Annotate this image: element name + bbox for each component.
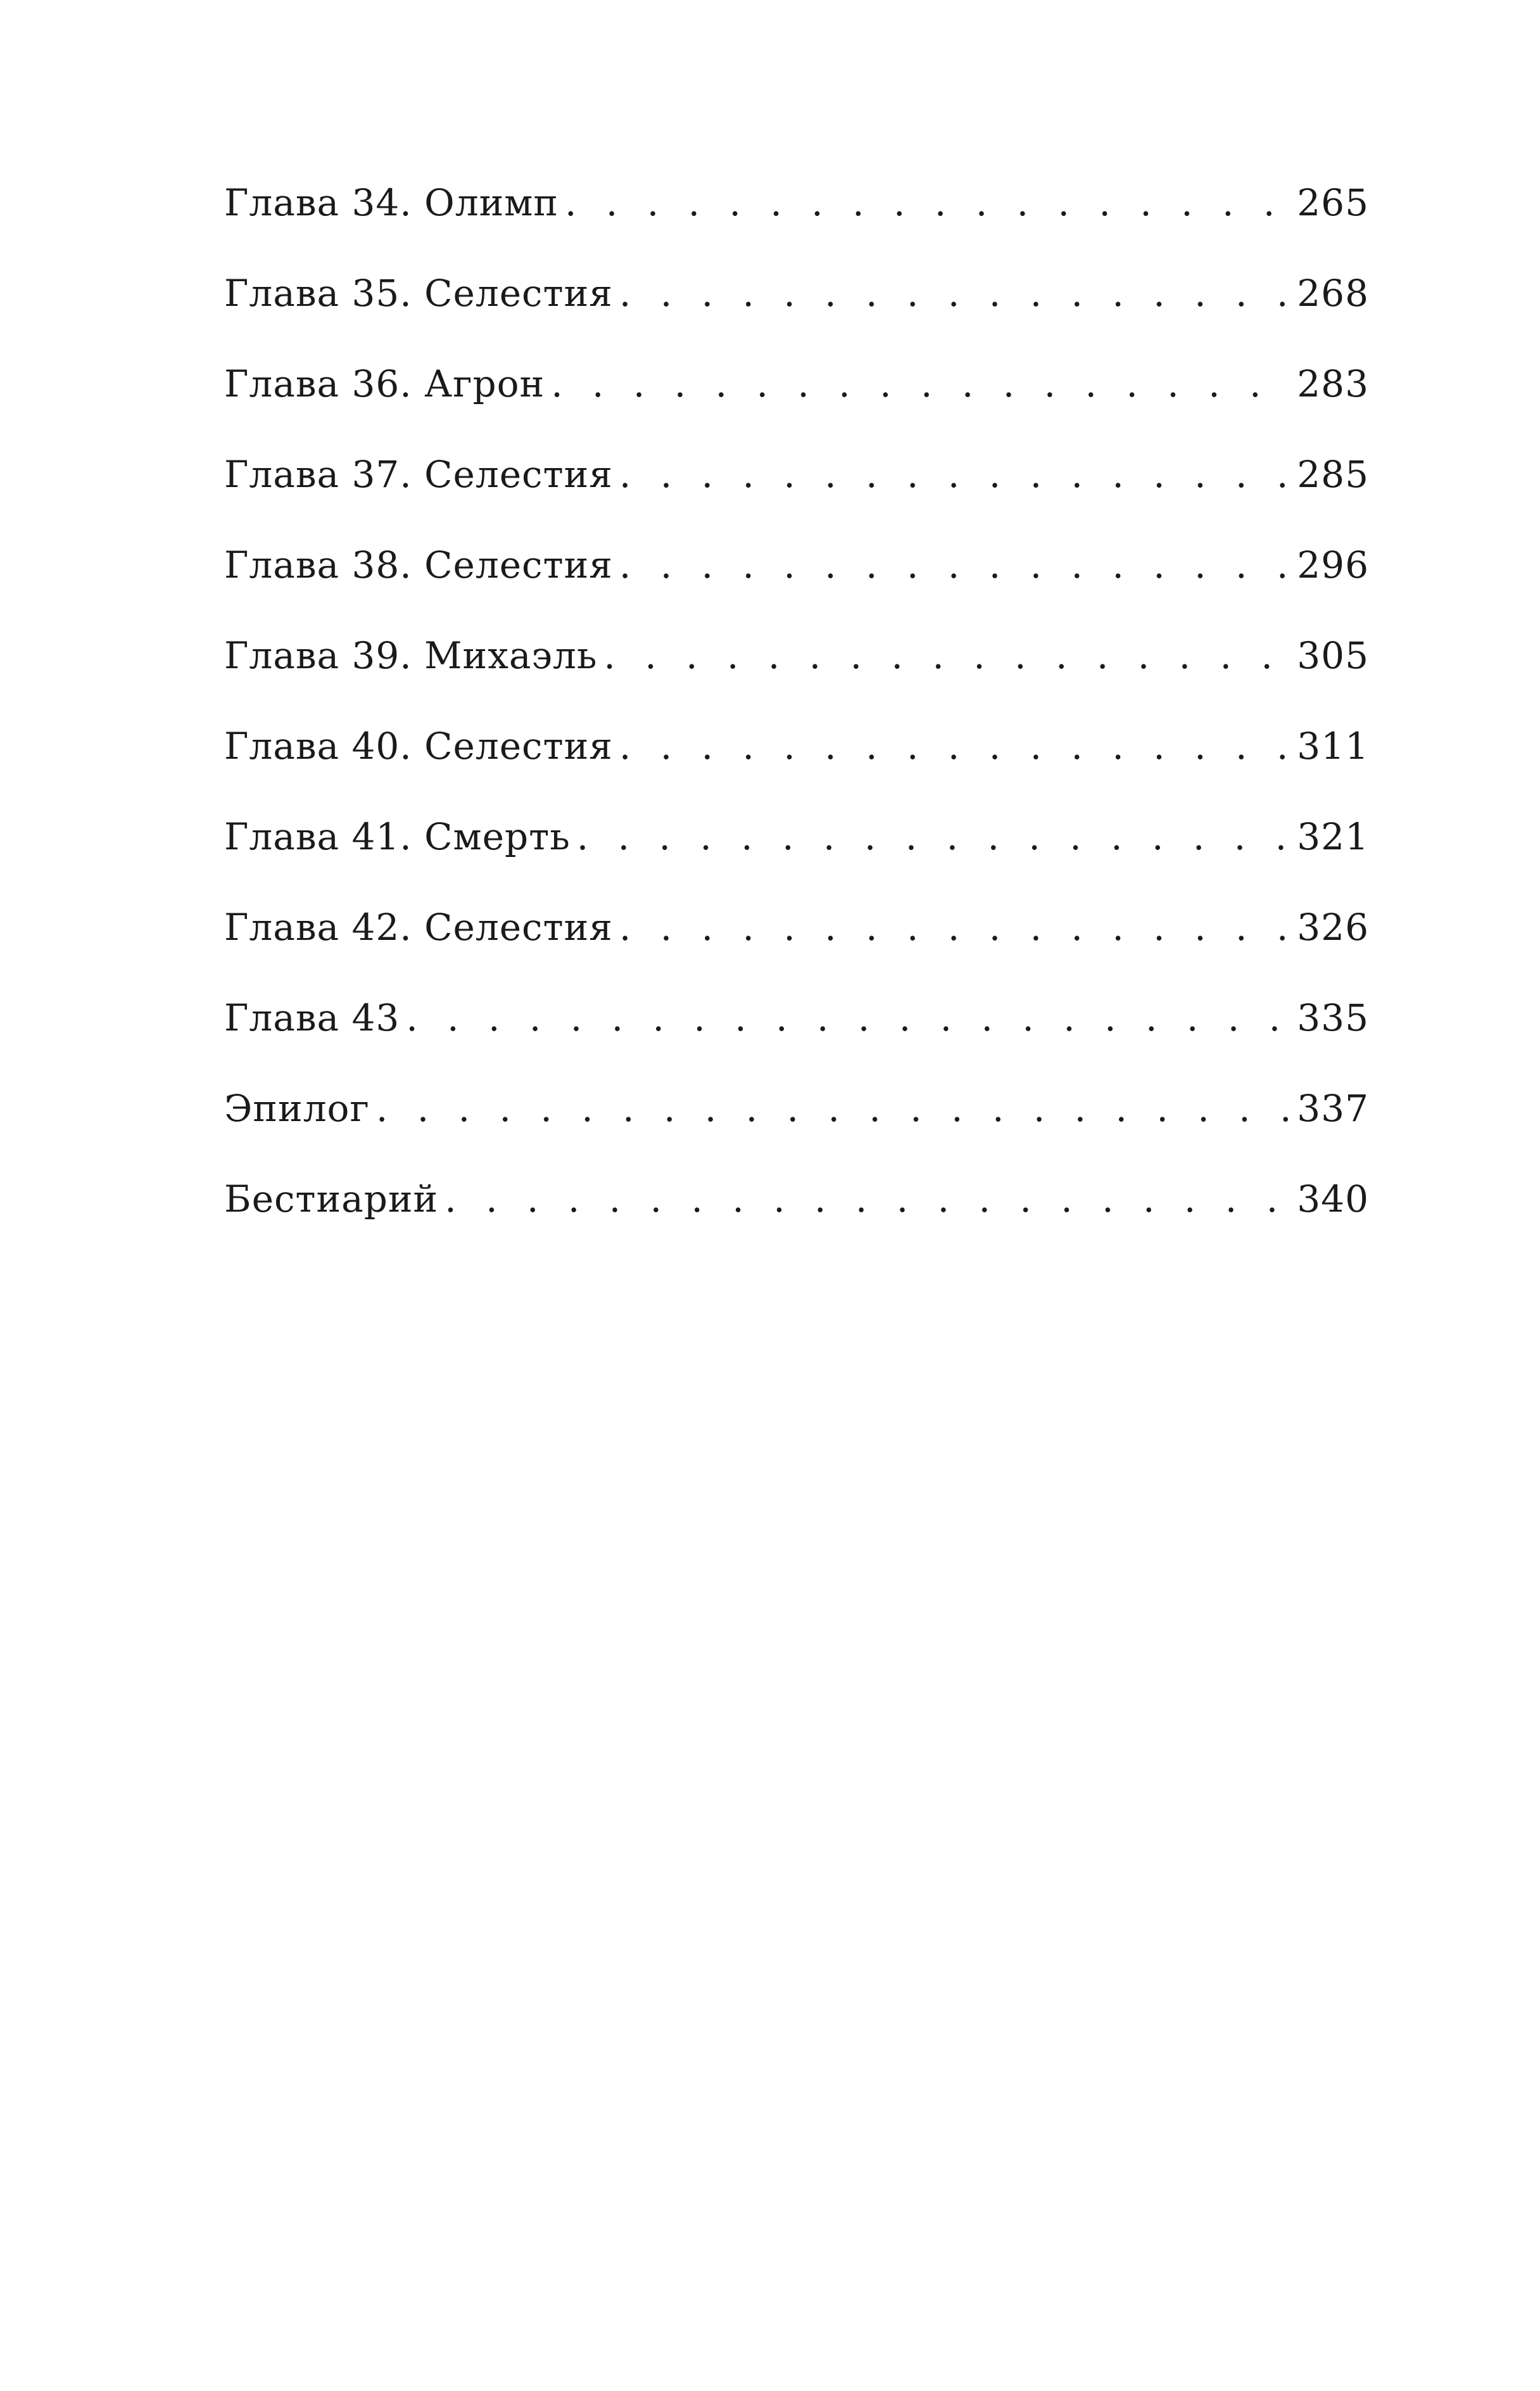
toc-entry-page: 311 [1297, 725, 1369, 768]
toc-entry [224, 362, 1369, 453]
toc-entry-title: Бестиарий [224, 1177, 439, 1221]
toc-dot-leader [619, 272, 1293, 315]
toc-entry-page: 335 [1297, 996, 1369, 1039]
toc-entry [224, 453, 1369, 543]
toc-dot-leader [619, 453, 1293, 496]
toc-dot-leader [551, 362, 1293, 405]
toc-dot-leader [603, 634, 1293, 677]
toc-dot-leader [577, 815, 1294, 858]
toc-entry [224, 815, 1369, 906]
toc-dot-leader [619, 725, 1293, 768]
toc-entry-page: 283 [1297, 362, 1369, 405]
toc-dot-leader [619, 906, 1293, 949]
toc-entry-title: Глава 39. Михаэль [224, 634, 598, 677]
toc-entry [224, 634, 1369, 725]
toc-entry [224, 181, 1369, 272]
toc-entry-title: Глава 41. Смерть [224, 815, 571, 858]
toc-dot-leader [619, 543, 1293, 587]
toc-entry-title: Глава 43 [224, 996, 400, 1039]
toc-entry-page: 321 [1297, 815, 1369, 858]
toc-entry [224, 543, 1369, 634]
toc-entry-page: 296 [1297, 543, 1369, 587]
toc-entry-title: Эпилог [224, 1087, 370, 1130]
toc-entry-title: Глава 37. Селестия [224, 453, 613, 496]
toc-entry-page: 265 [1297, 181, 1369, 224]
toc-entry-page: 337 [1297, 1087, 1369, 1130]
toc-entry [224, 272, 1369, 362]
toc-entry-page: 268 [1297, 272, 1369, 315]
toc-entry [224, 1177, 1369, 1268]
toc-dot-leader [445, 1177, 1293, 1221]
toc-entry-title: Глава 35. Селестия [224, 272, 613, 315]
toc-entry [224, 906, 1369, 996]
toc-entry [224, 1087, 1369, 1177]
toc-entry-page: 326 [1297, 906, 1369, 949]
toc-dot-leader [565, 181, 1293, 224]
toc-entry-page: 340 [1297, 1177, 1369, 1221]
toc-entry [224, 996, 1369, 1087]
toc-entry-page: 285 [1297, 453, 1369, 496]
toc-entry-page: 305 [1297, 634, 1369, 677]
toc-entry [224, 725, 1369, 815]
toc-dot-leader [376, 1087, 1293, 1130]
toc-entry-title: Глава 38. Селестия [224, 543, 613, 587]
toc-entry-title: Глава 34. Олимп [224, 181, 559, 224]
toc-entry-title: Глава 42. Селестия [224, 906, 613, 949]
toc-dot-leader [406, 996, 1293, 1039]
toc-entry-title: Глава 40. Селестия [224, 725, 613, 768]
toc-entry-title: Глава 36. Агрон [224, 362, 545, 405]
table-of-contents [224, 181, 1369, 1268]
